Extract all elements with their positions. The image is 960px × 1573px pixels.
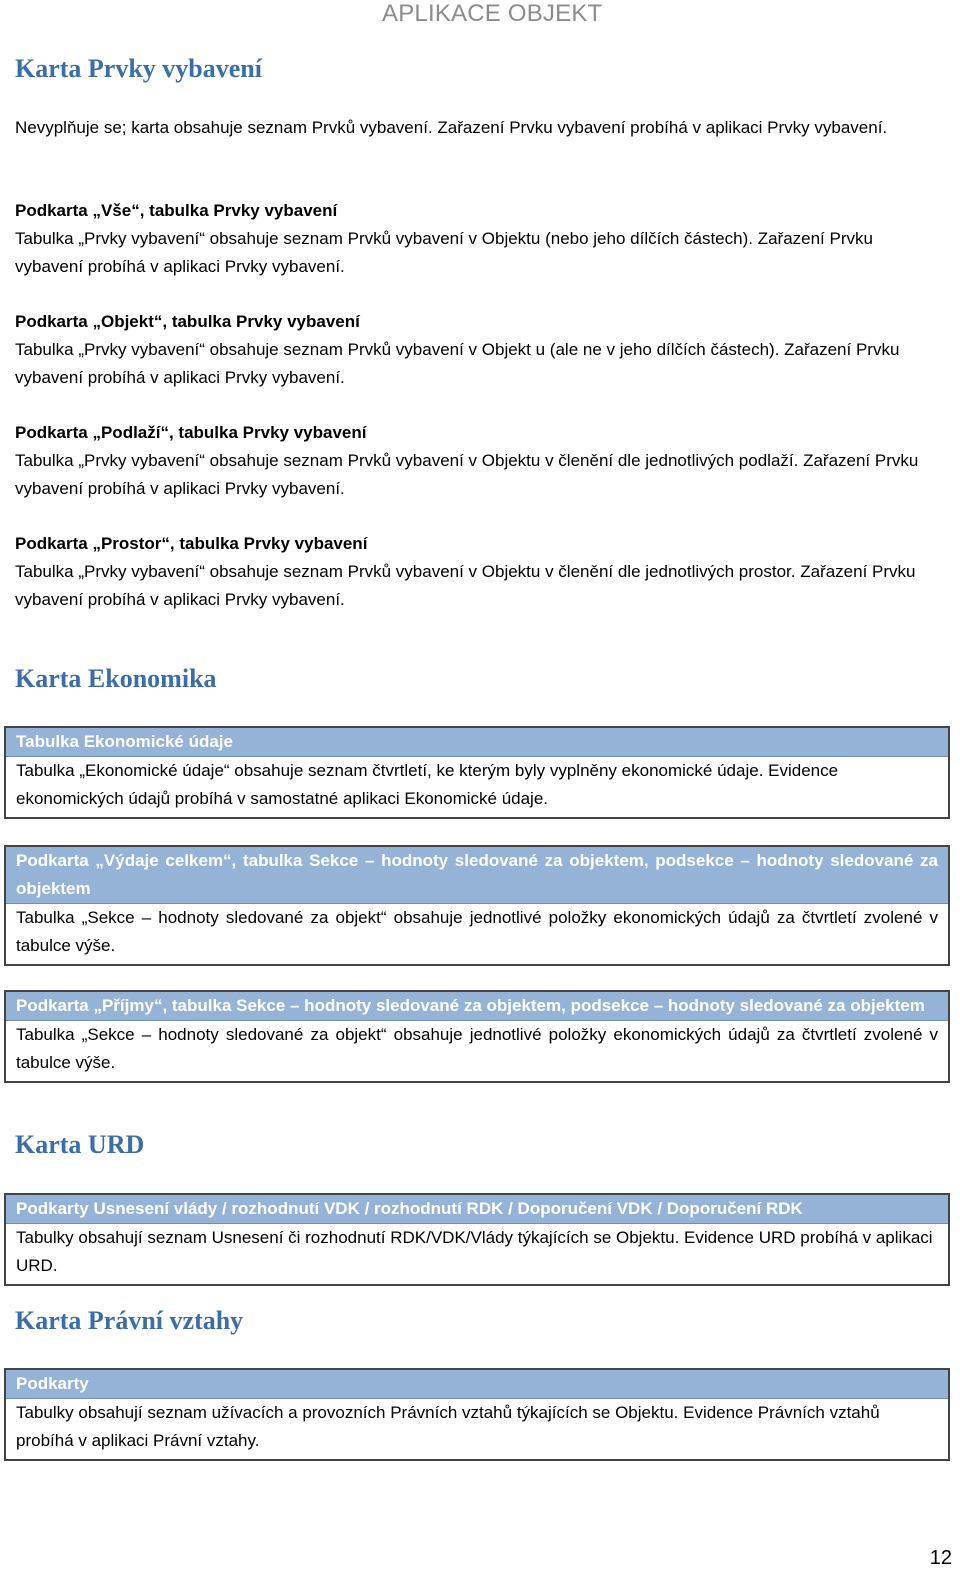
heading-ekonomika: Karta Ekonomika [15,664,217,693]
prvky-item-prostor [15,530,945,614]
box-title-bar: Podkarta „Výdaje celkem“, tabulka Sekce – hodnoty sledované za objektem, podsekce – hodnoty sledované za objektem [6,847,948,904]
box-title-bar: Podkarta „Příjmy“, tabulka Sekce – hodnoty sledované za objektem, podsekce – hodnoty sledované za objektem [6,992,948,1021]
box-title-bar: Podkarty Usnesení vlády / rozhodnutí VDK / rozhodnutí RDK / Doporučení VDK / Doporučení RDK [6,1195,948,1224]
box-body-text: Tabulky obsahují seznam Usnesení či rozhodnutí RDK/VDK/Vlády týkajících se Objektu. Evidence URD probíhá v aplikaci URD. [16,1228,933,1275]
heading-prvky-vybaveni: Karta Prvky vybavení [15,54,262,83]
prvky-item-title: Podkarta „Prostor“, tabulka Prvky vybavení [15,534,368,553]
heading-pravni-vztahy: Karta Právní vztahy [15,1306,244,1335]
prvky-intro [15,114,915,142]
urd-box [4,1193,950,1286]
document-header-title: APLIKACE OBJEKT [382,0,603,27]
prvky-item-text: Tabulka „Prvky vybavení“ obsahuje seznam Prvků vybavení v Objektu (nebo jeho dílčích částech). Zařazení Prvku vybavení probíhá v aplikaci Prvky vybavení. [15,229,873,276]
box-body-text: Tabulky obsahují seznam užívacích a provozních Právních vztahů týkajících se Objektu. Evidence Právních vztahů probíhá v aplikaci Právní vztahy. [16,1403,880,1450]
prvky-item-text: Tabulka „Prvky vybavení“ obsahuje seznam Prvků vybavení v Objektu v členění dle jednotlivých podlaží. Zařazení Prvku vybavení probíhá v aplikaci Prvky vybavení. [15,451,919,498]
prvky-item-text: Tabulka „Prvky vybavení“ obsahuje seznam Prvků vybavení v Objekt u (ale ne v jeho dílčích částech). Zařazení Prvku vybavení probíhá v aplikaci Prvky vybavení. [15,340,900,387]
ekonomika-box-vydaje-celkem [4,845,950,966]
prvky-item-objekt [15,308,945,392]
prvky-intro-text: Nevyplňuje se; karta obsahuje seznam Prvků vybavení. Zařazení Prvku vybavení probíhá v aplikaci Prvky vybavení. [15,118,888,137]
ekonomika-box-ekonomicke-udaje [4,726,950,819]
prvky-item-podlazi [15,419,945,503]
prvky-item-title: Podkarta „Objekt“, tabulka Prvky vybavení [15,312,360,331]
box-title-bar: Tabulka Ekonomické údaje [6,728,948,757]
box-body-text: Tabulka „Sekce – hodnoty sledované za objekt“ obsahuje jednotlivé položky ekonomických údajů za čtvrtletí zvolené v tabulce výše. [16,908,938,955]
pravni-vztahy-box [4,1368,950,1461]
ekonomika-box-prijmy [4,990,950,1083]
heading-urd: Karta URD [15,1130,145,1159]
prvky-item-title: Podkarta „Vše“, tabulka Prvky vybavení [15,201,338,220]
prvky-item-title: Podkarta „Podlaží“, tabulka Prvky vybavení [15,423,367,442]
prvky-item-text: Tabulka „Prvky vybavení“ obsahuje seznam Prvků vybavení v Objektu v členění dle jednotlivých prostor. Zařazení Prvku vybavení probíhá v aplikaci Prvky vybavení. [15,562,916,609]
page-number: 12 [929,1547,952,1569]
box-body-text: Tabulka „Ekonomické údaje“ obsahuje seznam čtvrtletí, ke kterým byly vyplněny ekonomické údaje. Evidence ekonomických údajů probíhá v samostatné aplikaci Ekonomické údaje. [16,761,839,808]
box-body-text: Tabulka „Sekce – hodnoty sledované za objekt“ obsahuje jednotlivé položky ekonomických údajů za čtvrtletí zvolené v tabulce výše. [16,1025,938,1072]
box-title-bar: Podkarty [6,1370,948,1399]
prvky-item-vse [15,197,945,281]
